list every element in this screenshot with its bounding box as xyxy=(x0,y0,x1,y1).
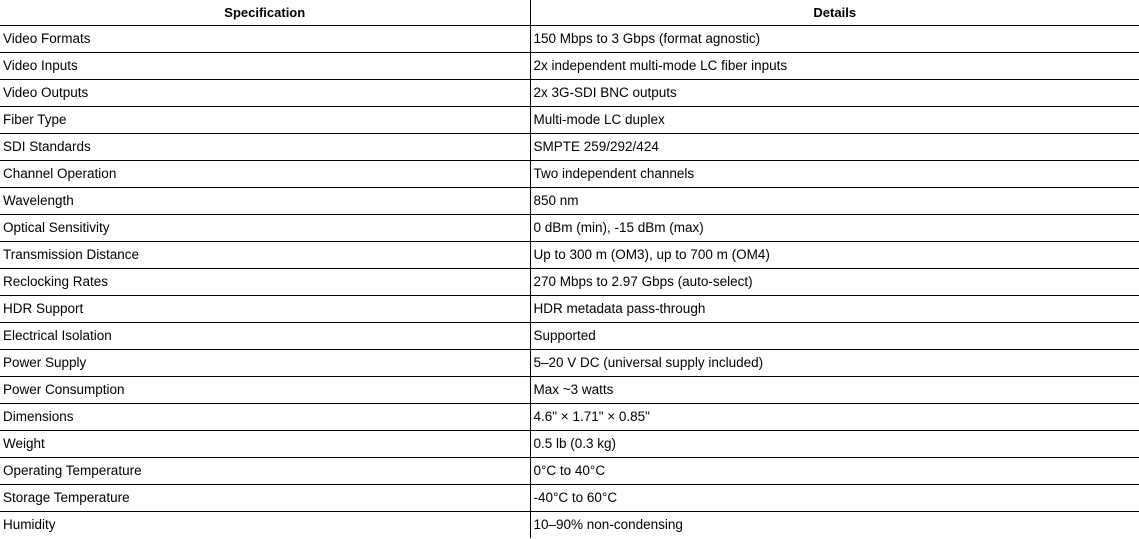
table-row xyxy=(0,107,1139,134)
table-row xyxy=(0,242,1139,269)
table-row xyxy=(0,53,1139,80)
table-row xyxy=(0,80,1139,107)
spec-detail-cell: 0.5 lb (0.3 kg) xyxy=(530,431,1139,458)
spec-name-cell: Storage Temperature xyxy=(0,485,530,512)
spec-name-cell: Power Supply xyxy=(0,350,530,377)
spec-name-cell: Optical Sensitivity xyxy=(0,215,530,242)
spec-detail-cell: Two independent channels xyxy=(530,161,1139,188)
spec-name-cell: HDR Support xyxy=(0,296,530,323)
spec-name-cell: Dimensions xyxy=(0,404,530,431)
spec-name-cell: Wavelength xyxy=(0,188,530,215)
table-row xyxy=(0,269,1139,296)
table-row xyxy=(0,485,1139,512)
spec-name-cell: Channel Operation xyxy=(0,161,530,188)
spec-name-cell: Humidity xyxy=(0,512,530,539)
spec-detail-cell: -40°C to 60°C xyxy=(530,485,1139,512)
table-row xyxy=(0,350,1139,377)
spec-name-cell: Fiber Type xyxy=(0,107,530,134)
spec-detail-cell: Max ~3 watts xyxy=(530,377,1139,404)
table-row xyxy=(0,161,1139,188)
spec-detail-cell: 2x 3G-SDI BNC outputs xyxy=(530,80,1139,107)
table-row xyxy=(0,404,1139,431)
spec-detail-cell: 2x independent multi-mode LC fiber inputs xyxy=(530,53,1139,80)
table-row xyxy=(0,377,1139,404)
spec-detail-cell: 5–20 V DC (universal supply included) xyxy=(530,350,1139,377)
spec-name-cell: Video Outputs xyxy=(0,80,530,107)
spec-table-header xyxy=(0,0,1139,26)
spec-detail-cell: 10–90% non-condensing xyxy=(533,517,683,532)
spec-name-cell: Reclocking Rates xyxy=(0,269,530,296)
table-row xyxy=(0,188,1139,215)
spec-name-cell: SDI Standards xyxy=(0,134,530,161)
spec-table-body xyxy=(0,26,1139,539)
header-details: Details xyxy=(530,0,1139,26)
spec-detail-cell: HDR metadata pass-through xyxy=(530,296,1139,323)
spec-detail-cell: 0°C to 40°C xyxy=(530,458,1139,485)
spec-detail-cell: Supported xyxy=(530,323,1139,350)
spec-name-cell: Weight xyxy=(0,431,530,458)
table-row xyxy=(0,512,1139,539)
spec-detail-cell: Up to 300 m (OM3), up to 700 m (OM4) xyxy=(530,242,1139,269)
table-row xyxy=(0,323,1139,350)
table-row xyxy=(0,26,1139,53)
spec-name-cell: Operating Temperature xyxy=(0,458,530,485)
spec-name-cell: Electrical Isolation xyxy=(0,323,530,350)
table-row xyxy=(0,458,1139,485)
table-row xyxy=(0,296,1139,323)
table-row xyxy=(0,215,1139,242)
spec-detail-cell: SMPTE 259/292/424 xyxy=(530,134,1139,161)
spec-detail-cell: 850 nm xyxy=(530,188,1139,215)
table-row xyxy=(0,134,1139,161)
spec-name-cell: Video Inputs xyxy=(0,53,530,80)
spec-name-cell: Power Consumption xyxy=(0,377,530,404)
spec-detail-cell: 4.6" × 1.71" × 0.85" xyxy=(530,404,1139,431)
spec-name-cell: Video Formats xyxy=(0,26,530,53)
spec-detail-cell: 0 dBm (min), -15 dBm (max) xyxy=(530,215,1139,242)
spec-detail-cell: Multi-mode LC duplex xyxy=(530,107,1139,134)
table-row xyxy=(0,431,1139,458)
header-row xyxy=(0,0,1139,26)
spec-detail-cell: 150 Mbps to 3 Gbps (format agnostic) xyxy=(530,26,1139,53)
spec-name-cell: Transmission Distance xyxy=(0,242,530,269)
spec-detail-cell: 270 Mbps to 2.97 Gbps (auto-select) xyxy=(530,269,1139,296)
header-specification: Specification xyxy=(0,0,530,26)
